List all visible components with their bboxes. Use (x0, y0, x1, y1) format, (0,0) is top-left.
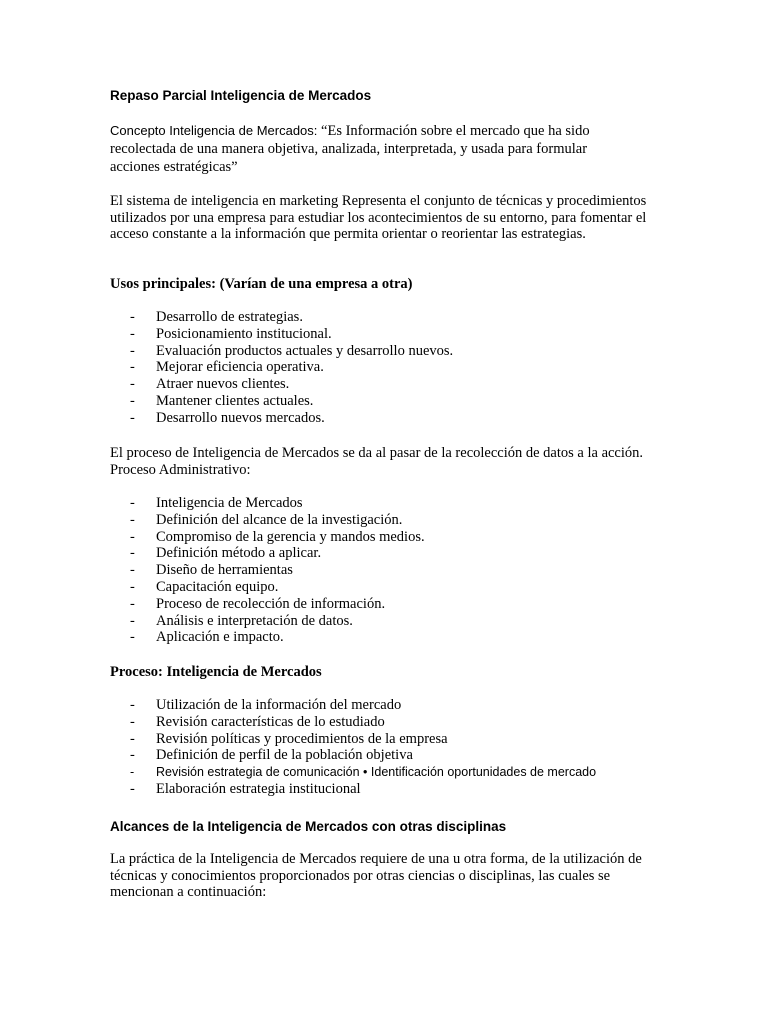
list-item: - Atraer nuevos clientes. (130, 376, 453, 393)
list-item: - Elaboración estrategia institucional (130, 781, 596, 798)
document-title: Repaso Parcial Inteligencia de Mercados (110, 88, 372, 103)
list-item: - Diseño de herramientas (130, 562, 425, 579)
list-item: - Inteligencia de Mercados (130, 495, 425, 512)
concept-definition (110, 122, 670, 176)
concept-quote-line1: “Es Información sobre el mercado que ha sido (317, 123, 590, 139)
list-item: - Mejorar eficiencia operativa. (130, 359, 453, 376)
list-item: - Desarrollo nuevos mercados. (130, 410, 453, 427)
process-paragraph: El proceso de Inteligencia de Mercados se da al pasar de la recolección de datos a la acción. Proceso Administrativo: (110, 445, 644, 478)
concept-quote-line3: acciones estratégicas” (110, 159, 238, 175)
list-item: - Mantener clientes actuales. (130, 393, 453, 410)
list-item: - Definición método a aplicar. (130, 545, 425, 562)
proceso-admin-list (130, 495, 425, 646)
proceso-heading: Proceso: Inteligencia de Mercados (110, 664, 322, 680)
list-item: - Aplicación e impacto. (130, 629, 425, 646)
list-item: - Proceso de recolección de información. (130, 596, 425, 613)
alcances-heading: Alcances de la Inteligencia de Mercados con otras disciplinas (110, 819, 507, 834)
list-item: - Desarrollo de estrategias. (130, 309, 453, 326)
list-item: - Compromiso de la gerencia y mandos medios. (130, 529, 425, 546)
list-item: - Definición del alcance de la investigación. (130, 512, 425, 529)
concept-label: Concepto Inteligencia de Mercados: (110, 123, 318, 138)
intro-paragraph: El sistema de inteligencia en marketing Representa el conjunto de técnicas y procedimientos utilizados por una empresa para estudiar los acontecimientos de su entorno, para fomentar el acceso constante a la información que permita orientar o reorientar las estrategias. (110, 193, 647, 243)
list-item: - Revisión características de lo estudiado (130, 714, 596, 731)
list-item: - Revisión políticas y procedimientos de la empresa (130, 731, 596, 748)
concept-quote-line2: recolectada de una manera objetiva, analizada, interpretada, y usada para formular (110, 141, 588, 157)
list-item: - Evaluación productos actuales y desarrollo nuevos. (130, 343, 453, 360)
list-item: - Utilización de la información del mercado (130, 697, 596, 714)
usos-heading: Usos principales: (Varían de una empresa a otra) (110, 276, 413, 292)
list-item: - Análisis e interpretación de datos. (130, 613, 425, 630)
list-item: - Revisión estrategia de comunicación • Identificación oportunidades de mercado (130, 764, 596, 781)
usos-list (130, 309, 453, 427)
proceso-list (130, 697, 596, 798)
list-item: - Capacitación equipo. (130, 579, 425, 596)
list-item: - Posicionamiento institucional. (130, 326, 453, 343)
alcances-paragraph: La práctica de la Inteligencia de Mercados requiere de una u otra forma, de la utilización de técnicas y conocimientos proporcionados por otras ciencias o disciplinas, las cuales se mencionan a continuación: (110, 851, 642, 901)
list-item: - Definición de perfil de la población objetiva (130, 747, 596, 764)
